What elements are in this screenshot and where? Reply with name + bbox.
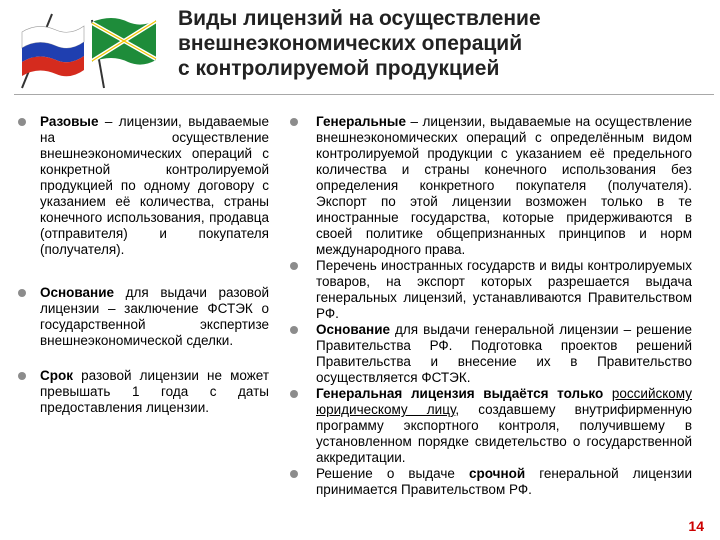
item-text-before: Решение о выдаче — [316, 466, 469, 481]
item-text: , создавшему внутрифирменную программу экспортного контроля, получившему в установленном порядке свидетельство о государственной аккредитации. — [316, 402, 693, 465]
customs-flag — [92, 18, 156, 88]
term: Генеральная лицензия выдаётся только — [316, 386, 604, 401]
item-text: для выдачи генеральной лицензии – решение Правительства РФ. Подготовка проектов решений Правительства и внесение их в Правительство осуществляется ФСТЭК. — [316, 322, 692, 385]
bullet-icon — [290, 390, 298, 398]
list-item — [16, 368, 269, 416]
list-item — [288, 114, 692, 258]
list-item — [288, 258, 692, 322]
bullet-icon — [290, 326, 298, 334]
term: Основание — [40, 285, 114, 300]
list-item — [288, 322, 692, 386]
list-item — [16, 285, 269, 349]
item-text: – лицензии, выдаваемые на осуществление внешнеэкономических операций с конкретной контролируемой продукцией по одному договору с указанием её количества, страны конечного использования, продавца (отправителя) и покупателя (получателя). — [40, 114, 269, 257]
page-title — [178, 6, 698, 81]
item-text: Перечень иностранных государств и виды контролируемых товаров, на экспорт которых разрешается выдача генеральных лицензий, устанавливаются Правительством РФ. — [316, 258, 692, 321]
term: Разовые — [40, 114, 99, 129]
bullet-icon — [290, 118, 298, 126]
title-line-3: с контролируемой продукцией — [178, 57, 500, 80]
flags-illustration — [8, 10, 160, 90]
term: Генеральные — [316, 114, 406, 129]
term: срочной — [468, 466, 526, 481]
title-line-2: внешнеэкономических операций — [178, 32, 523, 55]
list-item — [288, 386, 692, 466]
item-text-after: генеральной лицензии принимается Правительством РФ. — [316, 466, 693, 497]
bullet-icon — [18, 118, 26, 126]
title-line-1: Виды лицензий на осуществление — [178, 7, 541, 30]
item-text: разовой лицензии не может превышать 1 года с даты предоставления лицензии. — [40, 368, 269, 415]
divider — [14, 94, 714, 95]
right-column — [288, 114, 692, 498]
bullet-icon — [18, 372, 26, 380]
bullet-icon — [290, 470, 298, 478]
list-item — [16, 114, 269, 258]
item-text: для выдачи разовой лицензии – заключение ФСТЭК о государственной экспертизе внешнеэкономической сделки. — [40, 285, 269, 348]
term: Срок — [40, 368, 73, 383]
item-text: – лицензии, выдаваемые на осуществление внешнеэкономических операций с определённым видом контролируемой продукции с указанием её предельного количества и страны конечного использования без определения конкретного покупателя (получателя). Экспорт по этой лицензии возможен только в те иностранные государства, которые придерживаются в своей политике общепризнанных принципов и норм международного права. — [316, 114, 692, 257]
russian-flag — [22, 14, 84, 88]
list-item — [288, 466, 692, 498]
page-number: 14 — [688, 518, 704, 534]
left-column — [16, 114, 269, 435]
term: Основание — [316, 322, 390, 337]
underlined-phrase: российскому юридическому лицу — [316, 386, 692, 417]
bullet-icon — [18, 289, 26, 297]
bullet-icon — [290, 262, 298, 270]
